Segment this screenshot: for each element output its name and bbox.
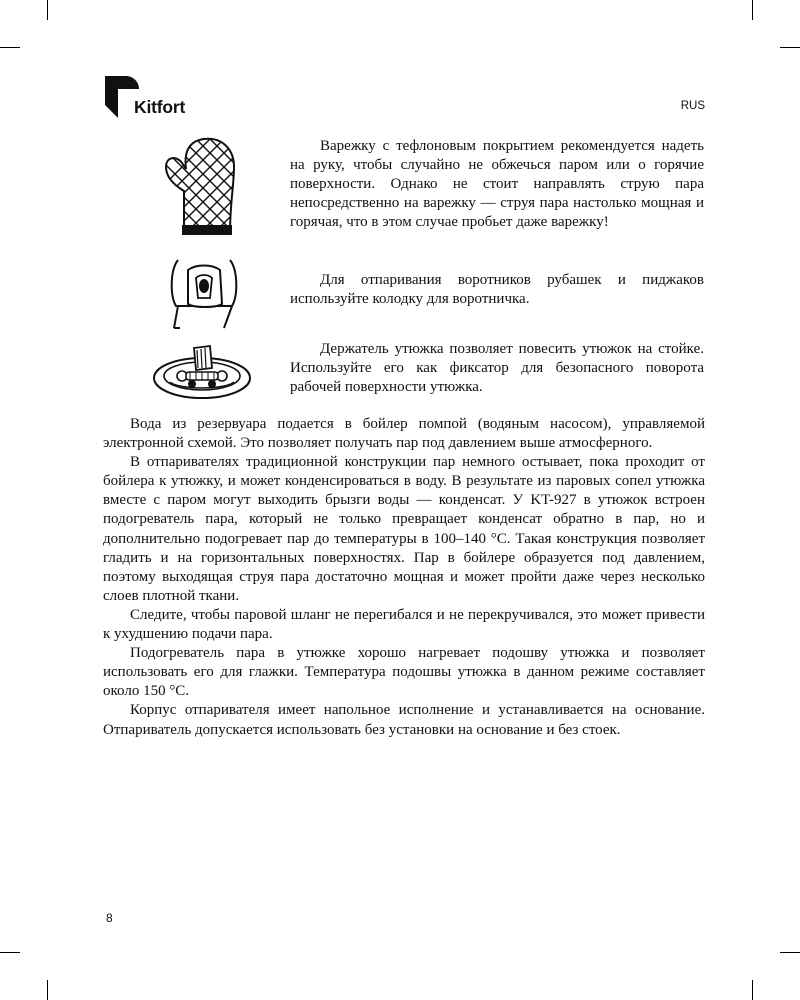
crop-mark-right-top <box>780 47 800 48</box>
crop-mark-right-bottom <box>780 952 800 953</box>
crop-mark-left-top <box>0 47 20 48</box>
crop-mark-bottom-left <box>47 980 48 1000</box>
brand-name: Kitfort <box>134 97 186 117</box>
paragraph-hose-warning: Следите, чтобы паровой шланг не перегибался и не перекручивался, это может привести к ухудшению подачи пара. <box>103 606 705 643</box>
brand-logo <box>105 76 225 120</box>
paragraph-steam-heater: В отпаривателях традиционной конструкции пар немного остывает, пока проходит от бойлера к утюжку, и может конденсироваться в воду. В результате из паровых сопел утюжка вместе с паром могут выходить брызги воды — конденсат. У KT-927 в утюжок встроен подогреватель пара, который не только превращает конденсат обратно в пар, но и дополнительно подогревает пар до температуры в 100–140 °C. Такая конструкция позволяет гладить и на горизонтальных поверхностях. Пар в бойлере образуется под давлением, поэтому выходящая струя пара достаточно мощная и может пройти даже через несколько слоев плотной ткани. <box>103 454 705 604</box>
iron-holder-icon <box>150 338 254 402</box>
crop-mark-left-bottom <box>0 952 20 953</box>
language-label: RUS <box>680 100 705 112</box>
oven-mitt-description: Варежку с тефлоновым покрытием рекомендуется надеть на руку, чтобы случайно не обжечься паром или о горячие поверхности. Однако не стоит направлять струю пара непосредственно на варежку — струя пара настолько мощная и горячая, что в этом случае пробьет даже варежку! <box>290 138 704 230</box>
crop-mark-top-left <box>47 0 48 20</box>
collar-board-icon <box>166 256 242 332</box>
paragraph-soleplate: Подогреватель пара в утюжке хорошо нагревает подошву утюжка и позволяет использовать его для глажки. Температура подошвы утюжка в данном режиме составляет около 150 °C. <box>103 645 705 700</box>
main-text <box>103 415 705 740</box>
iron-holder-description: Держатель утюжка позволяет повесить утюжок на стойке. Используйте его как фиксатор для безопасного поворота рабочей поверхности утюжка. <box>290 341 704 395</box>
collar-board-description: Для отпаривания воротников рубашек и пиджаков используйте колодку для воротничка. <box>290 272 704 307</box>
paragraph-housing: Корпус отпаривателя имеет напольное исполнение и устанавливается на основание. Отпариватель допускается использовать без установки на основание и без стоек. <box>103 702 705 738</box>
page-number: 8 <box>106 911 113 925</box>
oven-mitt-icon <box>160 133 246 243</box>
crop-mark-top-right <box>752 0 753 20</box>
paragraph-steam-supply: Вода из резервуара подается в бойлер помпой (водяным насосом), управляемой электронной схемой. Это позволяет получать пар под давлением выше атмосферного. <box>103 416 705 452</box>
crop-mark-bottom-right <box>752 980 753 1000</box>
